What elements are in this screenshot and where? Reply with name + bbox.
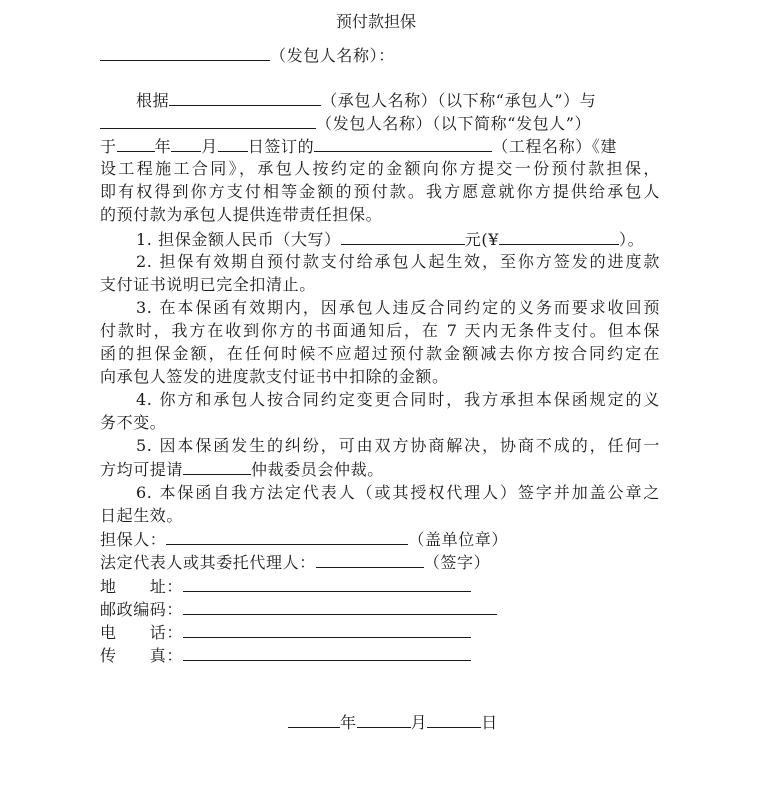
rep-label: 法定代表人或其委托代理人： xyxy=(100,553,316,572)
intro-employer-text: （发包人名称）（以下简称“发包人”） xyxy=(316,114,592,133)
postal-blank[interactable] xyxy=(183,598,497,615)
intro-day-signed: 日签订的 xyxy=(247,137,315,156)
intro-line-1 xyxy=(136,89,596,112)
address-blank[interactable] xyxy=(183,575,471,592)
intro-line-5: 即有权得到你方支付相等金额的预付款。我方愿意就你方提供给承包人 xyxy=(100,182,660,201)
intro-project-text: （工程名称）《建 xyxy=(492,137,618,156)
date-year: 年 xyxy=(340,713,357,732)
arbitration-body-blank[interactable] xyxy=(183,458,251,475)
item-3-line-4: 向承包人签发的进度款支付证书中扣除的金额。 xyxy=(100,367,449,386)
item-2-line-1: 2. 担保有效期自预付款支付给承包人起生效，至你方签发的进度款 xyxy=(136,252,660,271)
intro-lead: 根据 xyxy=(136,91,170,110)
amount-number-blank[interactable] xyxy=(499,228,619,245)
rep-suffix: （签字） xyxy=(423,553,491,572)
guarantor-row xyxy=(100,528,508,551)
sign-month-blank[interactable] xyxy=(171,135,201,152)
rep-row xyxy=(100,551,490,574)
date-day: 日 xyxy=(481,713,498,732)
sign-day-blank[interactable] xyxy=(218,135,248,152)
intro-on: 于 xyxy=(100,137,117,156)
date-year-blank[interactable] xyxy=(288,711,340,728)
sign-year-blank[interactable] xyxy=(117,135,155,152)
page-title: 预付款担保 xyxy=(336,12,417,31)
guarantor-suffix: （盖单位章） xyxy=(408,530,509,549)
item-1-yuan: 元(¥ xyxy=(464,230,499,249)
rep-blank[interactable] xyxy=(316,551,424,568)
item-1-text: 1. 担保金额人民币（大写） xyxy=(136,230,341,249)
postal-label: 邮政编码： xyxy=(100,600,184,619)
item-3-line-3: 函的担保金额，在任何时候不应超过预付款金额减去你方按合同约定在 xyxy=(100,344,660,363)
fax-row xyxy=(100,644,471,667)
intro-line-3 xyxy=(100,135,617,158)
item-1 xyxy=(136,228,644,251)
contractor-name-blank[interactable] xyxy=(169,89,321,106)
intro-line-2 xyxy=(100,112,591,135)
address-row xyxy=(100,575,471,598)
date-month: 月 xyxy=(410,713,428,732)
intro-line-4: 设工程施工合同》，承包人按约定的金额向你方提交一份预付款担保， xyxy=(100,159,660,178)
fax-label: 传 真： xyxy=(100,646,184,665)
intro-contractor-text: （承包人名称）（以下称“承包人”）与 xyxy=(321,91,597,110)
phone-label: 电 话： xyxy=(100,623,184,642)
item-4-line-2: 务不变。 xyxy=(100,413,167,432)
item-5-text: 方均可提请 xyxy=(100,460,184,479)
address-label: 地 址： xyxy=(100,577,184,596)
guarantor-label: 担保人： xyxy=(100,530,167,549)
item-5-line-1: 5. 因本保函发生的纠纷，可由双方协商解决，协商不成的，任何一 xyxy=(136,436,660,455)
date-day-blank[interactable] xyxy=(427,711,481,728)
item-5-line-2 xyxy=(100,458,384,481)
intro-line-6: 的预付款为承包人提供连带责任担保。 xyxy=(100,205,383,224)
project-name-blank[interactable] xyxy=(314,135,492,152)
intro-year: 年 xyxy=(154,137,172,156)
addressee-line xyxy=(100,44,395,67)
item-2-line-2: 支付证书说明已完全扣清止。 xyxy=(100,275,316,294)
date-month-blank[interactable] xyxy=(357,711,411,728)
employer-name-blank-2[interactable] xyxy=(100,112,316,129)
amount-words-blank[interactable] xyxy=(341,228,465,245)
guarantor-blank[interactable] xyxy=(166,528,408,545)
date-row xyxy=(288,711,498,734)
item-3-line-1: 3. 在本保函有效期内，因承包人违反合同约定的义务而要求收回预 xyxy=(136,298,660,317)
phone-blank[interactable] xyxy=(183,621,471,638)
item-4-line-1: 4. 你方和承包人按合同约定变更合同时，我方承担本保函规定的义 xyxy=(136,390,660,409)
item-5-arbitration: 仲裁委员会仲裁。 xyxy=(251,460,384,479)
employer-name-blank[interactable] xyxy=(100,44,270,61)
fax-blank[interactable] xyxy=(183,644,471,661)
phone-row xyxy=(100,621,471,644)
item-6-line-2: 日起生效。 xyxy=(100,506,184,525)
addressee-suffix: （发包人名称）： xyxy=(270,46,395,65)
item-6-line-1: 6. 本保函自我方法定代表人（或其授权代理人）签字并加盖公章之 xyxy=(136,483,660,502)
intro-month: 月 xyxy=(201,137,218,156)
item-1-close: ）。 xyxy=(619,230,645,249)
item-3-line-2: 付款时，我方在收到你方的书面通知后，在 7 天内无条件支付。但本保 xyxy=(100,321,660,340)
postal-row xyxy=(100,598,497,621)
